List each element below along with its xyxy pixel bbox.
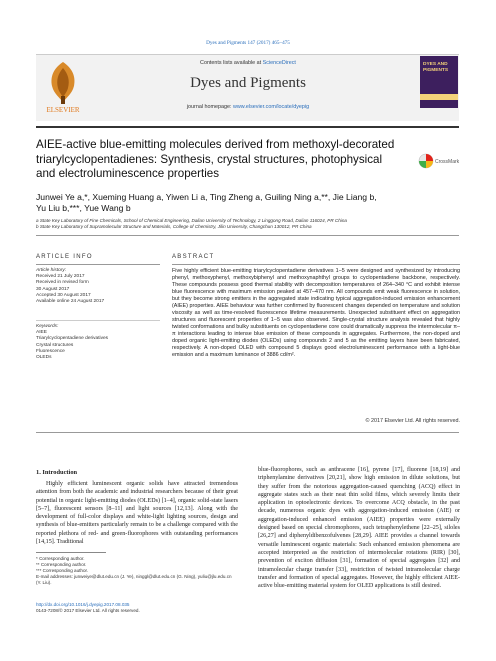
article-info-heading: ARTICLE INFO — [36, 254, 93, 260]
keyword-item: Fluorescence — [36, 348, 65, 354]
divider — [36, 432, 459, 433]
crossmark-label: CrossMark — [435, 159, 460, 165]
footnote-divider — [36, 552, 106, 553]
history-label: Article history: — [36, 268, 67, 273]
keywords-label: Keywords: — [36, 324, 59, 329]
affiliations — [36, 218, 456, 230]
keywords — [36, 324, 156, 361]
author-list — [36, 192, 456, 214]
crossmark-icon — [418, 150, 460, 172]
crossmark-badge[interactable] — [418, 150, 460, 172]
keyword-item: Crystal structures — [36, 342, 74, 348]
intro-right-column: blue-fluorophores, such as anthracene [16], pyrene [17], fluorene [18,19] and triphenylamine derivatives [20,21], show high emission in dilute solutions, but they suffer from the notorious aggregation-caused quenching (ACQ) effect in aggregate states such as their neat thin solid films, which severely limits their application in optoelectronic devices. To overcome ACQ obstacle, in the past decade, numerous organic dyes with aggregation-induced emission (AIE) or aggregation-induced enhanced emission (AIEE) properties were externally designed based on special chromophores, such tetraphenylethene [22–25], siloles [26,27] and diphenyldibenzofulvenes [28,29]. AIEE provides a channel towards versatile luminescent organic materials: Such enhanced emission phenomena are accepted interpreted as the restriction of intermolecular rotations (RIR) [30], prevention of exciton diffusion [31], formation of special aggregates [32] and intramolecular charge transfer [33], restriction of twisted intramolecular charge transfer and formation of special aggregates. However, the highly efficient AIEE-active blue-emitting material system for OLED applications is still desired. — [258, 467, 460, 590]
contents-prefix: Contents lists available at — [200, 60, 263, 66]
sciencedirect-link[interactable]: ScienceDirect — [262, 60, 296, 66]
affiliation-a: a State Key Laboratory of Fine Chemicals, School of Chemical Engineering, Dalian University of Technology, 2 Linggong Road, Dalian 116024, PR China — [36, 218, 347, 223]
article-info-divider — [36, 264, 160, 265]
history-item: Accepted 30 August 2017 — [36, 292, 91, 298]
footnote-emails: E-mail addresses: junweiye@dlut.edu.cn (J. Ye), ninggl@dlut.edu.cn (G. Ning), yuliu@jlu.edu.cn (Y. Liu). — [36, 574, 232, 585]
issn-line: 0143-7208/© 2017 Elsevier Ltd. All rights reserved. — [36, 608, 140, 613]
authors-line-2: Yu Liu b,***, Yue Wang b — [36, 203, 131, 213]
abstract-copyright: © 2017 Elsevier Ltd. All rights reserved. — [365, 418, 460, 424]
keyword-item: Triarylcyclopentadiene derivatives — [36, 336, 109, 342]
keyword-item: AIEE — [36, 330, 47, 336]
footer — [36, 602, 236, 614]
footnote: *** Corresponding author. — [36, 568, 89, 573]
affiliation-b: b State Key Laboratory of Supramolecular Structure and Materials, College of Chemistry, Jilin University, Changchun 130012, PR China — [36, 224, 312, 229]
abstract-heading: ABSTRACT — [172, 254, 215, 260]
history-item: Received in revised form — [36, 280, 89, 286]
article-history — [36, 268, 156, 305]
journal-cover-image — [420, 56, 458, 108]
footnote: ** Corresponding author. — [36, 562, 87, 567]
publisher-name: ELSEVIER — [46, 106, 80, 114]
section-heading: 1. Introduction — [36, 469, 78, 476]
journal-reference[interactable]: Dyes and Pigments 147 (2017) 465–475 — [206, 40, 290, 46]
divider — [36, 235, 459, 236]
cover-title: DYES AND PIGMENTS — [423, 62, 449, 73]
footnotes — [36, 556, 236, 586]
abstract-text: Five highly efficient blue-emitting triarylcyclopentadiene derivatives 1−5 were designed and synthesized by introducing phenyl, methoxyphenyl, methoxybiphenyl and methoxynaphthyl groups to cyclopentadiene backbone, respectively. These compounds possess good thermal stability with decomposition temperatures of 264–340 °C and exhibit intense blue fluorescence with maximum emission peaked at 457–470 nm. All compounds emit weak fluorescence in solution, but they become strong emitters in the aggregated state indicating typical aggregation-induced emission enhancement (AIEE) properties. AIEE behaviour was further confirmed by fluorescent changes depended on temperature and solution viscosity as well as time-resolved fluorescence lifetime measurements. Unexpected substituent effect on aggregation structures and fluorescent properties of 1−5 was also observed. Single-crystal structure analysis revealed that highly twisted conformations and bulky substituents on cyclopentadiene core could dramatically suppress the intermolecular π–π interactions leading to intense blue emission of these compounds in aggregates. Furthermore, the non-doped and doped organic light-emitting diodes (OLEDs) using compounds 2 and 5 as the emitting layers have been fabricated, respectively. A non-doped OLED with compound 5 displays good electroluminescent performance with a light-blue emission and a maximum luminance of 3886 cd/m². — [172, 268, 460, 358]
authors-line-1: Junwei Ye a,*, Xueming Huang a, Yiwen Li a, Ting Zheng a, Guiling Ning a,**, Jie Liang b, — [36, 192, 377, 202]
homepage-link[interactable]: www.elsevier.com/locate/dyepig — [233, 104, 310, 110]
intro-left-column: Highly efficient luminescent organic solids have attracted tremendous attention from both the academic and industrial researchers because of their great potential in organic light-emitting diodes (OLEDs) [1–4], organic solid-state lasers [5–7], fluorescent sensors [8–11] and light sources [12,13]. Along with the development of full-color displays and white-light lighting sources, design and synthesis of blue-emitters particularly remain to be a challenge compared with the reported plethora of red- and green-fluorophores with outstanding performances [14,15]. Traditional — [36, 481, 238, 546]
abstract-divider — [172, 264, 460, 265]
keyword-item: OLEDs — [36, 355, 52, 361]
journal-title: Dyes and Pigments — [190, 75, 306, 91]
homepage-prefix: journal homepage: — [186, 104, 234, 110]
article-title: AIEE-active blue-emitting molecules derived from methoxyl-decorated triarylcyclopentadienes: Synthesis, crystal structures, photophysical and electroluminescence properties — [36, 138, 395, 181]
doi-link[interactable]: http://dx.doi.org/10.1016/j.dyepig.2017.08.035 — [36, 602, 130, 607]
footnote: * Corresponding author. — [36, 556, 85, 561]
history-item: Received 21 July 2017 — [36, 274, 85, 280]
cover-stripe — [420, 94, 458, 100]
history-item: 30 August 2017 — [36, 286, 70, 292]
history-item: Available online 24 August 2017 — [36, 299, 105, 305]
info-divider — [36, 320, 160, 321]
header-divider — [36, 126, 459, 128]
